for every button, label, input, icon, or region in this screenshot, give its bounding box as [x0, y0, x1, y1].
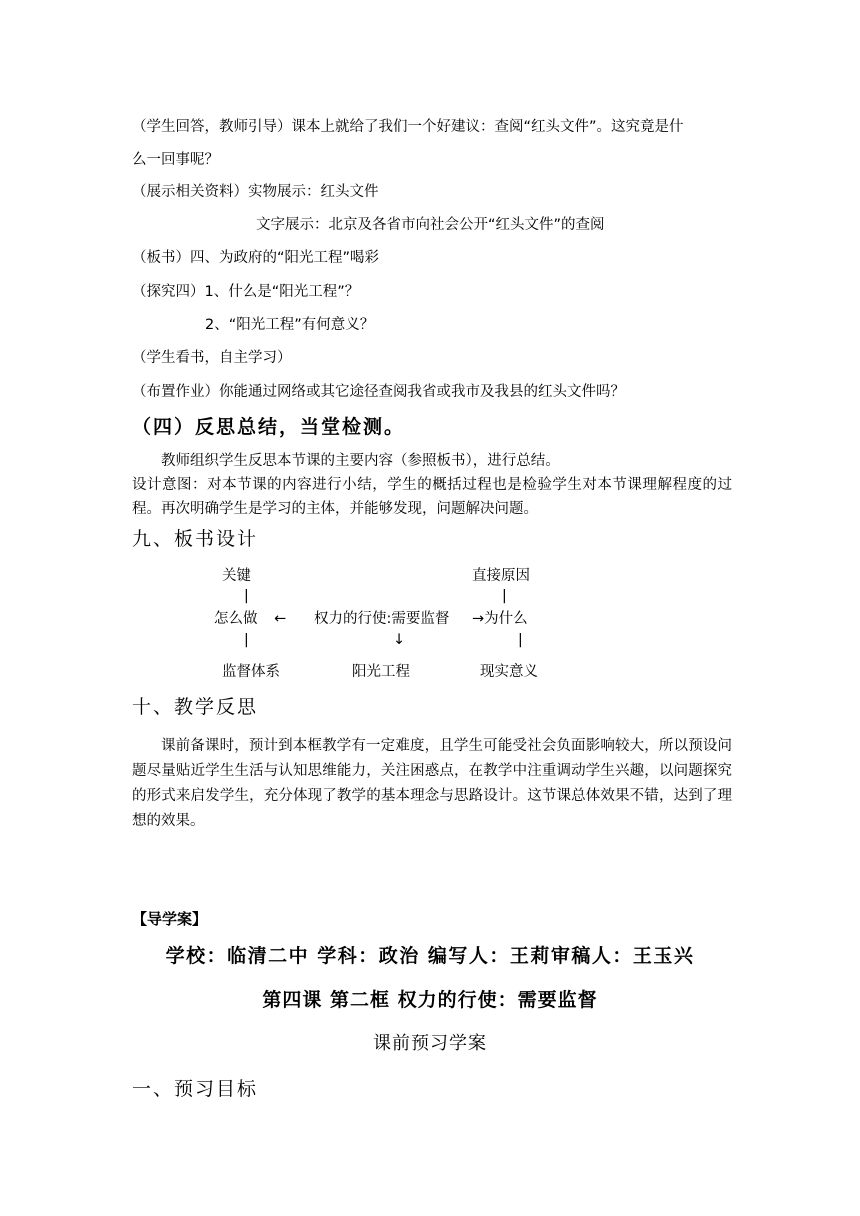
section-10-body	[132, 734, 732, 834]
text-line-8: （学生看书，自主学习）	[132, 350, 292, 366]
diagram-arrow-left: ←	[274, 611, 287, 627]
guide-school-line: 学校：临清二中 学科：政治 编写人：王莉审稿人：王玉兴	[165, 945, 695, 967]
diagram-bottom-right: 现实意义	[480, 664, 538, 680]
diagram-arrow-right: →为什么	[472, 611, 528, 627]
section-4-body	[132, 449, 732, 521]
section-4-paragraph-2: 设计意图：对本节课的内容进行小结，学生的概括过程也是检验学生对本节课理解程度的过程。再次明确学生是学习的主体，并能够发现，问题解决问题。	[132, 477, 732, 517]
diagram-center: 权力的行使:需要监督	[314, 611, 450, 627]
text-line-4: 文字展示：北京及各省市向社会公开“红头文件”的查阅	[256, 217, 605, 233]
section-4-paragraph-1: 教师组织学生反思本节课的主要内容（参照板书），进行总结。	[161, 453, 560, 469]
text-line-1: （学生回答，教师引导）课本上就给了我们一个好建议：查阅“红头文件”。这究竟是什	[132, 119, 684, 135]
diagram-top-left: 关键	[222, 568, 251, 584]
guide-lesson-title: 第四课 第二框 权力的行使：需要监督	[262, 989, 598, 1011]
diagram-mid-left: 怎么做	[214, 611, 258, 627]
text-line-6: （探究四）1、什么是“阳光工程”？	[132, 284, 360, 300]
text-line-7: 2、“阳光工程”有何意义？	[205, 317, 375, 333]
section-10-paragraph: 课前备课时，预计到本框教学有一定难度，且学生可能受社会负面影响较大，所以预设问题尽量贴近学生生活与认知思维能力，关注困惑点，在教学中注重调动学生兴趣，以问题探究的形式来启发学生，充分体现了教学的基本理念与思路设计。这节课总体效果不错，达到了理想的效果。	[132, 738, 732, 829]
guide-label: 【导学案】	[132, 910, 208, 928]
diagram-bottom-left: 监督体系	[222, 664, 280, 680]
text-line-5: （板书）四、为政府的“阳光工程”喝彩	[132, 250, 380, 266]
section-9-heading: 九、板书设计	[132, 528, 259, 550]
section-10-heading: 十、教学反思	[132, 696, 259, 718]
text-line-2: 么一回事呢？	[132, 152, 219, 168]
diagram-bar-bottom-right: |	[516, 632, 525, 648]
diagram-top-right: 直接原因	[472, 568, 530, 584]
diagram-bar-bottom-left: |	[242, 632, 251, 648]
diagram-arrow-down: ↓	[393, 632, 406, 648]
guide-subtitle: 课前预习学案	[373, 1033, 487, 1054]
diagram-bar-top-left: |	[242, 588, 251, 604]
diagram-bottom-center: 阳光工程	[352, 664, 410, 680]
diagram-bar-top-right: |	[500, 588, 509, 604]
section-4-heading: （四）反思总结，当堂检测。	[132, 416, 406, 438]
text-line-3: （展示相关资料）实物展示：红头文件	[132, 184, 379, 200]
guide-goal-heading: 一、预习目标	[132, 1078, 259, 1100]
text-line-9: （布置作业）你能通过网络或其它途径查阅我省或我市及我县的红头文件吗？	[132, 384, 625, 400]
